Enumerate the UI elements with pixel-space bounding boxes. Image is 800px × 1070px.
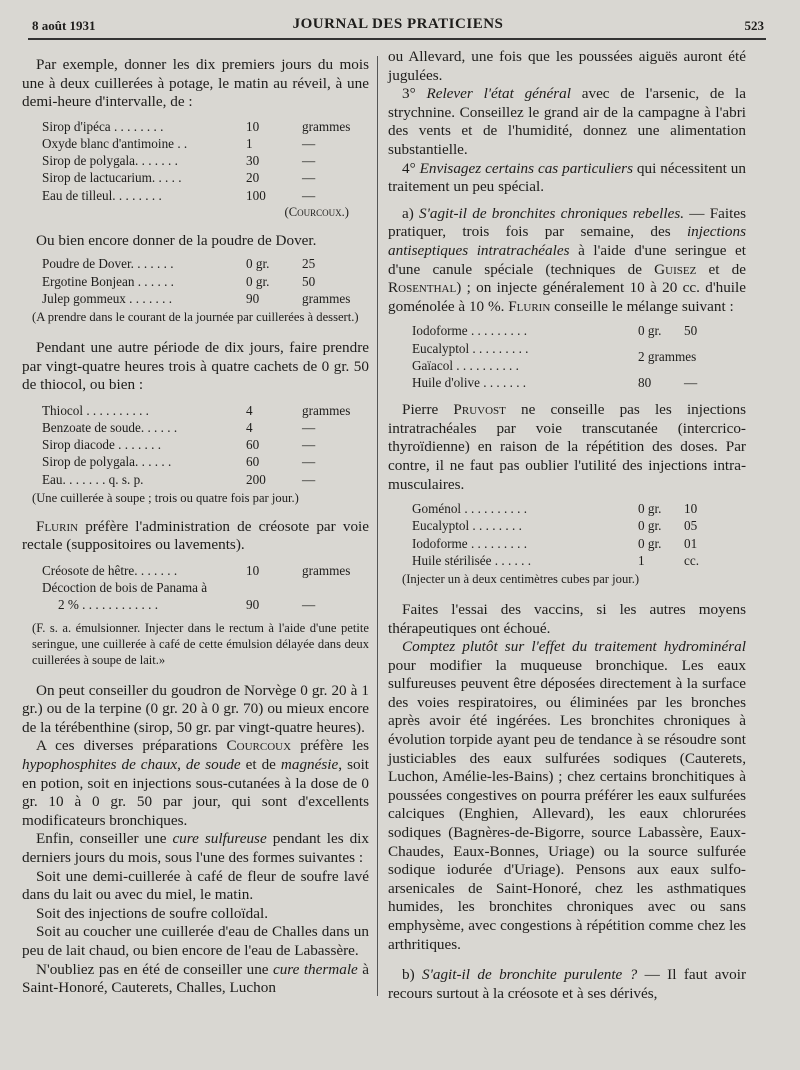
paragraph: Faites l'essai des vaccins, si les autres moyens thérapeutiques ont échoué. [388,600,746,637]
prescription-4 [42,562,369,614]
paragraph: b) S'agit-il de bronchite purulente ? — Il faut avoir recours surtout à la créosote et à ses dérivés, [388,966,746,1002]
prescription-note: (Injecter un à deux centimètres cubes par jour.) [402,571,640,586]
left-column [22,44,369,998]
right-column [388,44,746,1003]
prescription-line: Sirop d'ipéca . . . . . . . . 10 grammes [42,118,351,134]
paragraph: Ou bien encore donner de la poudre de Dover. [36,231,317,249]
prescription-line: Créosote de hêtre. . . . . . . 10 grammes [42,562,351,578]
prescription-line: Sirop de polygala. . . . . . . 30 — [42,153,316,169]
running-header [32,14,764,36]
paragraph: A ces diverses préparations Courcoux préfère les hypophosphites de chaux, de soude et de magnésie, soit en potion, soit en injections sous-cutanées à la dose de 0 gr. 10 à 0 gr. 50 par jour, qui sont d'excellents modificateurs bronchiques. [22,737,370,829]
paragraph: Comptez plutôt sur l'effet du traitement hydrominéral pour modifier la muqueuse bronchique. Les eaux sulfureuses peuvent être déposées directement à la surface des voies respiratoires, ou éliminées par les bronches après avoir été ingérées. Les bronchites chroniques à évolution torpide ayant peu de tendance à se résoudre sont justiciables des eaux sulfurées sodiques (Cauterets, Luchon, Amélie-les-Bains) ; chez certains bronchitiques à poussées congestives on pourra préférer les eaux sulfurées calciques (Enghien, Allevard), les eaux chlorurées sodiques (Bagnères-de-Bigorre, source Labassère, Eaux-Chaudes, Eaux-Bonnes, Uriage) ou la source sulfurée sodique iodurée d'Uriage). Pensons aux eaux sulfo-arsenicales de Saint-Honoré, chez les asthmatiques humides, les bronchites chroniques avec ou sans emphysème, avec congestions à répétition comme chez les arthritiques. [388,638,746,953]
prescription-line: Eucalyptol . . . . . . . . . [412,340,529,356]
prescription-line: Iodoforme . . . . . . . . . 0 gr. 50 [412,323,698,339]
prescription-line: Eucalyptol . . . . . . . . 0 gr. 05 [412,518,698,534]
prescription-line: 2 % . . . . . . . . . . . . 90 — [58,597,316,613]
paragraph: Pierre Pruvost ne conseille pas les injections intratrachéales par voie transcutanée (intercrico-thyroïdienne) en raison de la répétition des doses. Par contre, il ne faut pas oublier l'utilité des injections intra-musculaires. [388,401,747,493]
prescription-author: (Courcoux.) [284,204,349,219]
paragraph: Flurin préfère l'administration de créosote par voie rectale (suppositoires ou lavements). [22,517,369,554]
prescription-line: Oxyde blanc d'antimoine . . 1 — [42,135,316,151]
prescription-note: (F. s. a. émulsionner. Injecter dans le rectum à l'aide d'une petite seringue, une cuillerée à café de cette émulsion délayée dans deux cuillerées à soupe de lait.» [32,620,369,667]
prescription-2 [42,255,369,307]
header-date: 8 août 1931 [32,18,96,33]
prescription-line: Décoction de bois de Panama à [42,580,208,596]
paragraph: Soit des injections de soufre colloïdal. [36,904,268,922]
paragraph: Par exemple, donner les dix premiers jours du mois une à deux cuillerées à potage, le matin au réveil, à une demi-heure d'intervalle, de : [22,56,369,111]
prescription-5 [412,322,746,391]
paragraph: a) S'agit-il de bronchites chroniques rebelles. — Faites pratiquer, trois fois par semaine, des injections antiseptiques intratrachéales à l'aide d'une seringue et d'une canule spéciale (techniques de Guisez et de Rosenthal) ; on injecte généralement 10 à 20 cc. d'huile goménolée à 10 %. Flurin conseille le mélange suivant : [388,204,746,315]
prescription-line: Poudre de Dover. . . . . . . 0 gr. 25 [42,256,316,272]
prescription-brace-group [412,340,746,374]
prescription-6 [412,500,746,569]
prescription-3 [42,402,369,488]
brace-quantity: 2 grammes [638,349,697,365]
paragraph: Soit au coucher une cuillerée d'eau de Challes dans un peu de lait chaud, ou bien encore de l'eau de Labassère. [22,923,369,959]
prescription-line: Thiocol . . . . . . . . . . 4 grammes [42,402,351,418]
prescription-line: Eau. . . . . . . q. s. p. 200 — [42,471,316,487]
paragraph: Enfin, conseiller une cure sulfureuse pendant les dix derniers jours du mois, sous l'une des formes suivantes : [22,830,369,866]
prescription-line: Julep gommeux . . . . . . . 90 grammes [42,290,351,306]
prescription-line: Sirop diacode . . . . . . . 60 — [42,437,316,453]
paragraph: Soit une demi-cuillerée à café de fleur de soufre lavé dans du lait ou avec du miel, le matin. [22,867,369,904]
prescription-line: Gaïacol . . . . . . . . . . [412,357,519,373]
page-number: 523 [744,18,764,33]
paragraph: 3° Relever l'état général avec de l'arsenic, de la strychnine. Conseillez le grand air de la campagne à l'abri des vents et de l'humidité, donnez une alimentation substantielle. [388,85,746,158]
prescription-line: Sirop de lactucarium. . . . . 20 — [42,170,316,186]
header-rule [28,38,766,40]
prescription-line: Sirop de polygala. . . . . . 60 — [42,454,316,470]
prescription-note: (Une cuillerée à soupe ; trois ou quatre fois par jour.) [32,490,299,505]
paragraph: N'oubliez pas en été de conseiller une cure thermale à Saint-Honoré, Cauterets, Challes, Luchon [22,960,369,997]
prescription-line: Benzoate de soude. . . . . . 4 — [42,419,316,435]
column-divider [377,56,378,996]
prescription-line: Eau de tilleul. . . . . . . . 100 — [42,187,316,203]
prescription-line: Huile stérilisée . . . . . . 1 cc. [412,552,700,568]
prescription-1 [42,118,369,204]
prescription-line: Ergotine Bonjean . . . . . . 0 gr. 50 [42,273,316,289]
paragraph: 4° Envisagez certains cas particuliers qui nécessitent un traitement un peu spécial. [388,159,746,196]
prescription-note: (A prendre dans le courant de la journée par cuillerées à dessert.) [32,310,359,324]
prescription-line: Goménol . . . . . . . . . . 0 gr. 10 [412,501,698,517]
paragraph: ou Allevard, une fois que les poussées aiguës auront été jugulées. [388,48,746,84]
journal-title: JOURNAL DES PRATICIENS [292,16,504,32]
prescription-line: Iodoforme . . . . . . . . . 0 gr. 01 [412,535,698,551]
paragraph: Pendant une autre période de dix jours, faire prendre par vingt-quatre heures trois à quatre cachets de 0 gr. 50 de thiocol, ou bien : [22,339,369,394]
prescription-line: Huile d'olive . . . . . . . 80 — [412,374,698,390]
paragraph: On peut conseiller du goudron de Norvège 0 gr. 20 à 1 gr.) ou de la terpine (0 gr. 20 à 0 gr. 70) ou mieux encore de la térébenthine (sirop, 50 gr. par vingt-quatre heures). [22,681,369,736]
